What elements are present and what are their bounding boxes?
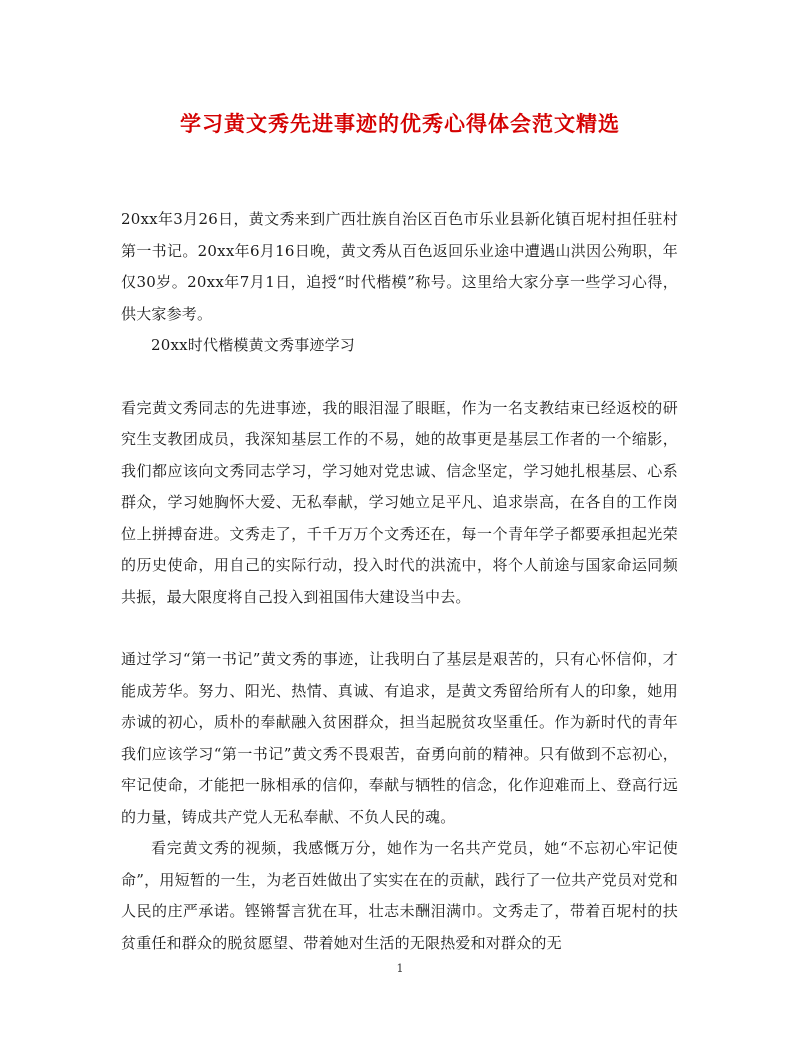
- section-heading: 20xx时代楷模黄文秀事迹学习: [151, 336, 356, 354]
- document-body: [121, 204, 678, 959]
- page-number: 1: [396, 962, 404, 975]
- body-paragraph-1: 看完黄文秀同志的先进事迹，我的眼泪湿了眼眶，作为一名支教结束已经返校的研究生支教团成员，我深知基层工作的不易，她的故事更是基层工作者的一个缩影，我们都应该向文秀同志学习，学习她对党忠诚、信念坚定，学习她扎根基层、心系群众，学习她胸怀大爱、无私奉献，学习她立足平凡、追求崇高，在各自的工作岗位上拼搏奋进。文秀走了，千千万万个文秀还在，每一个青年学子都要承担起光荣的历史使命，用自己的实际行动，投入时代的洪流中，将个人前途与国家命运同频共振，最大限度将自己投入到祖国伟大建设当中去。: [121, 398, 678, 606]
- body-paragraph-2: 通过学习“第一书记”黄文秀的事迹，让我明白了基层是艰苦的，只有心怀信仰，才能成芳华。努力、阳光、热情、真诚、有追求，是黄文秀留给所有人的印象，她用赤诚的初心，质朴的奉献融入贫困群众，担当起脱贫攻坚重任。作为新时代的青年我们应该学习“第一书记”黄文秀不畏艰苦，奋勇向前的精神。只有做到不忘初心，牢记使命，才能把一脉相承的信仰，奉献与牺牲的信念，化作迎难而上、登高行远的力量，铸成共产党人无私奉献、不负人民的魂。: [121, 650, 678, 826]
- intro-paragraph: 20xx年3月26日，黄文秀来到广西壮族自治区百色市乐业县新化镇百坭村担任驻村第一书记。20xx年6月16日晚，黄文秀从百色返回乐业途中遭遇山洪因公殉职，年仅30岁。20xx年7月1日，追授“时代楷模”称号。这里给大家分享一些学习心得，供大家参考。: [121, 210, 678, 323]
- body-paragraph-3: 看完黄文秀的视频，我感慨万分，她作为一名共产党员，她“不忘初心牢记使命”，用短暂的一生，为老百姓做出了实实在在的贡献，践行了一位共产党员对党和人民的庄严承诺。铿锵誓言犹在耳，壮志未酬泪满巾。文秀走了，带着百坭村的扶贫重任和群众的脱贫愿望、带着她对生活的无限热爱和对群众的无: [121, 839, 678, 952]
- document-title: 学习黄文秀先进事迹的优秀心得体会范文精选: [180, 111, 620, 136]
